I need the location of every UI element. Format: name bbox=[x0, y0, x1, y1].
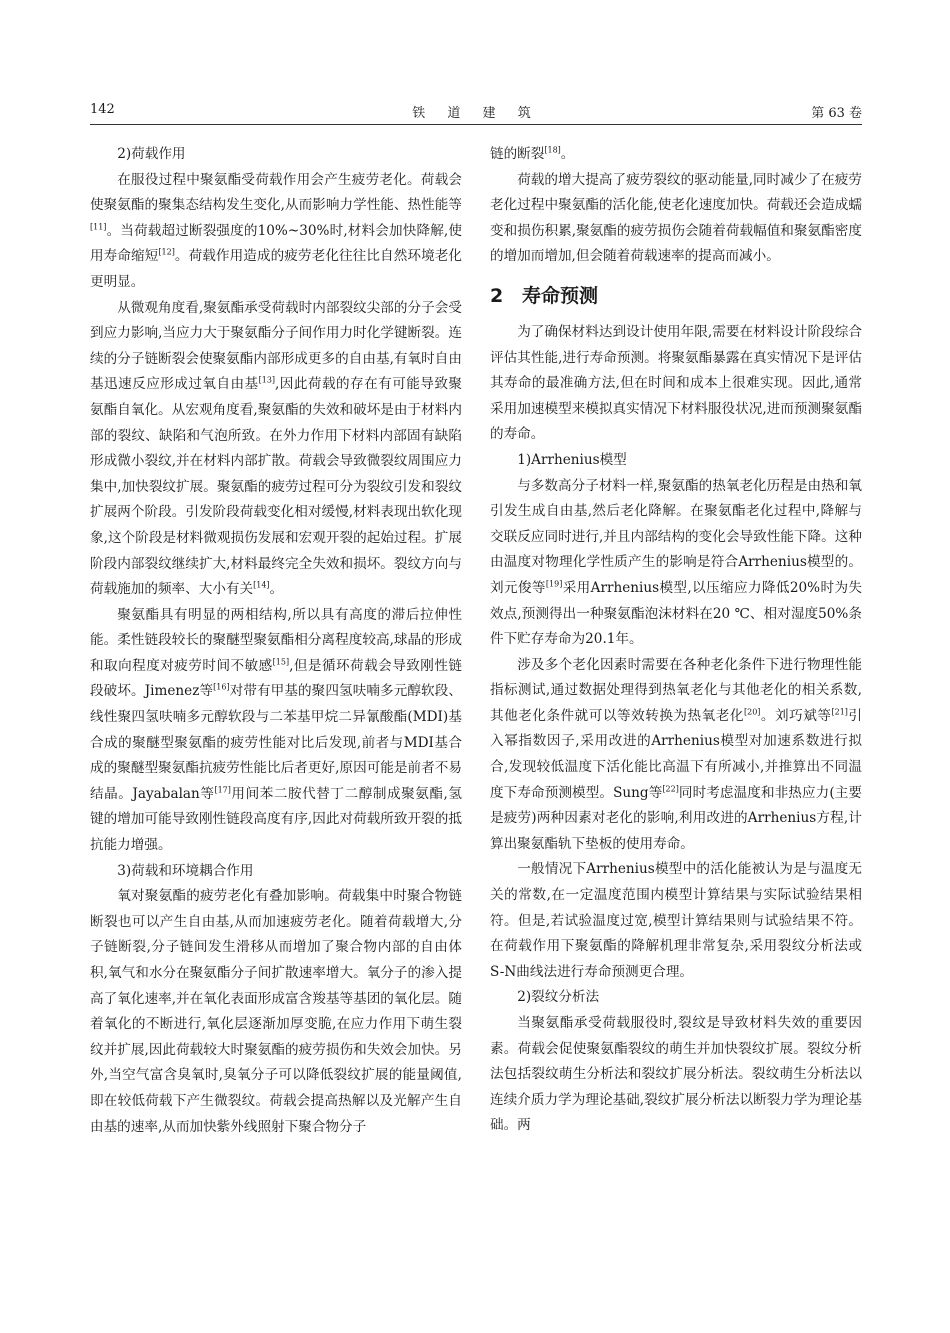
paragraph: 从微观角度看,聚氨酯承受荷载时内部裂纹尖部的分子会受到应力影响,当应力大于聚氨酯分子间作用力时化学键断裂。连续的分子链断裂会使聚氨酯内部形成更多的自由基,有氧时自由基迅速反应形成过氧自由基[13],因此荷载的存在有可能导致聚氨酯自氧化。从宏观角度看,聚氨酯的失效和破坏是由于材料内部的裂纹、缺陷和气泡所致。在外力作用下材料内部固有缺陷形成微小裂纹,并在材料内部扩散。荷载会导致微裂纹周围应力集中,加快裂纹扩展。聚氨酯的疲劳过程可分为裂纹引发和裂纹扩展两个阶段。引发阶段荷载变化相对缓慢,材料表现出软化现象,这个阶段是材料微观损伤发展和宏观开裂的起始过程。扩展阶段内部裂纹继续扩大,材料最终完全失效和损坏。裂纹方向与荷载施加的频率、大小有关[14]。 bbox=[90, 299, 463, 598]
citation-marker: [22] bbox=[662, 784, 679, 794]
running-header bbox=[90, 100, 862, 122]
paragraph: 聚氨酯具有明显的两相结构,所以具有高度的滞后拉伸性能。柔性链段较长的聚醚型聚氨酯相分离程度较高,球晶的形成和取向程度对疲劳时间不敏感[15],但是循环荷载会导致刚性链段破坏。Jimenez等[16]对带有甲基的聚四氢呋喃多元醇软段、线性聚四氢呋喃多元醇软段与二苯基甲烷二异氰酸酯(MDI)基合成的聚醚型聚氨酯的疲劳性能对比后发现,前者与MDI基合成的聚醚型聚氨酯抗疲劳性能比后者更好,原因可能是前者不易结晶。Jayabalan等[17]用间苯二胺代替丁二醇制成聚氨酯,氢键的增加可能导致刚性链段高度有序,因此对荷载所致开裂的抵抗能力增强。 bbox=[90, 606, 462, 854]
citation-marker: [17] bbox=[214, 785, 231, 795]
subheading-crack-analysis: 2)裂纹分析法 bbox=[517, 989, 600, 1006]
citation-marker: [21] bbox=[831, 707, 848, 717]
citation-marker: [14] bbox=[253, 580, 270, 590]
citation-marker: [18] bbox=[544, 145, 561, 155]
paragraph: 与多数高分子材料一样,聚氨酯的热氧老化历程是由热和氧引发生成自由基,然后老化降解。在聚氨酯老化过程中,降解与交联反应同时进行,并且内部结构的变化会导致性能下降。这种由温度对物理化学性质产生的影响是符合Arrhenius模型的。刘元俊等[19]采用Arrhenius模型,以压缩应力降低20%时为失效点,预测得出一种聚氨酯泡沫材料在20 ℃、相对湿度50%条件下贮存寿命为20.1年。 bbox=[490, 477, 863, 648]
right-column bbox=[490, 142, 862, 1139]
citation-marker: [13] bbox=[258, 375, 276, 385]
citation-marker: [15] bbox=[272, 657, 290, 667]
paragraph: 涉及多个老化因素时需要在各种老化条件下进行物理性能指标测试,通过数据处理得到热氧老化与其他老化的相关系数,其他老化条件就可以等效转换为热氧老化[20]。刘巧斌等[21]引入幂指数因子,采用改进的Arrhenius模型对加速系数进行拟合,发现较低温度下活化能比高温下有所减小,并推算出不同温度下寿命预测模型。Sung等[22]同时考虑温度和非热应力(主要是疲劳)两种因素对老化的影响,利用改进的Arrhenius方程,计算出聚氨酯轨下垫板的使用寿命。 bbox=[490, 656, 863, 852]
subheading-coupling: 3)荷载和环境耦合作用 bbox=[117, 862, 254, 879]
journal-title: 铁 道 建 筑 bbox=[412, 106, 540, 121]
paragraph: 荷载的增大提高了疲劳裂纹的驱动能量,同时减少了在疲劳老化过程中聚氨酯的活化能,使老化速度加快。荷载还会造成蠕变和损伤积累,聚氨酯的疲劳损伤会随着荷载幅值和聚氨酯密度的增加而增加,但会随着荷载速率的提高而减小。 bbox=[490, 171, 862, 265]
citation-marker: [11] bbox=[90, 222, 107, 232]
citation-marker: [19] bbox=[545, 579, 563, 589]
section-number: 2 bbox=[490, 284, 504, 307]
subheading-arrhenius: 1)Arrhenius模型 bbox=[517, 451, 627, 468]
page-number: 142 bbox=[90, 102, 115, 117]
citation-marker: [20] bbox=[743, 707, 761, 717]
left-column bbox=[90, 142, 462, 1140]
section-title: 寿命预测 bbox=[522, 284, 599, 307]
paragraph: 当聚氨酯承受荷载服役时,裂纹是导致材料失效的重要因素。荷载会促使聚氨酯裂纹的萌生并加快裂纹扩展。裂纹分析法包括裂纹萌生分析法和裂纹扩展分析法。裂纹萌生分析法以连续介质力学为理论基础,裂纹扩展分析法以断裂力学为理论基础。两 bbox=[490, 1015, 862, 1134]
paragraph: 一般情况下Arrhenius模型中的活化能被认为是与温度无关的常数,在一定温度范围内模型计算结果与实际试验结果相符。但是,若试验温度过宽,模型计算结果则与试验结果不符。在荷载作用下聚氨酯的降解机理非常复杂,采用裂纹分析法或S-N曲线法进行寿命预测更合理。 bbox=[490, 861, 862, 980]
paragraph-continued: 链的断裂[18]。 bbox=[490, 145, 575, 162]
paragraph: 为了确保材料达到设计使用年限,需要在材料设计阶段综合评估其性能,进行寿命预测。将聚氨酯暴露在真实情况下是评估其寿命的最准确方法,但在时间和成本上很难实现。因此,通常采用加速模型来模拟真实情况下材料服役状况,进而预测聚氨酯的寿命。 bbox=[490, 323, 862, 443]
paragraph: 在服役过程中聚氨酯受荷载作用会产生疲劳老化。荷载会使聚氨酯的聚集态结构发生变化,从而影响力学性能、热性能等[11]。当荷载超过断裂强度的10%~30%时,材料会加快降解,使用寿命缩短[12]。荷载作用造成的疲劳老化往往比自然环境老化更明显。 bbox=[90, 171, 463, 290]
citation-marker: [12] bbox=[158, 247, 175, 257]
volume-label: 第 63 卷 bbox=[811, 106, 862, 121]
section-heading bbox=[490, 282, 862, 310]
header-rule bbox=[90, 124, 862, 125]
citation-marker: [16] bbox=[213, 682, 230, 692]
subheading-load: 2)荷载作用 bbox=[117, 146, 186, 162]
paragraph: 氧对聚氨酯的疲劳老化有叠加影响。荷载集中时聚合物链断裂也可以产生自由基,从而加速疲劳老化。随着荷载增大,分子链断裂,分子链间发生滑移从而增加了聚合物内部的自由体积,氧气和水分在聚氨酯分子间扩散速率增大。氧分子的渗入提高了氧化速率,并在氧化表面形成富含羧基等基团的氧化层。随着氧化的不断进行,氧化层逐渐加厚变脆,在应力作用下萌生裂纹并扩展,因此荷载较大时聚氨酯的疲劳损伤和失效会加快。另外,当空气富含臭氧时,臭氧分子可以降低裂纹扩展的能量阈值,即在较低荷载下产生微裂纹。荷载会提高热解以及光解产生自由基的速率,从而加快紫外线照射下聚合物分子 bbox=[90, 888, 462, 1135]
